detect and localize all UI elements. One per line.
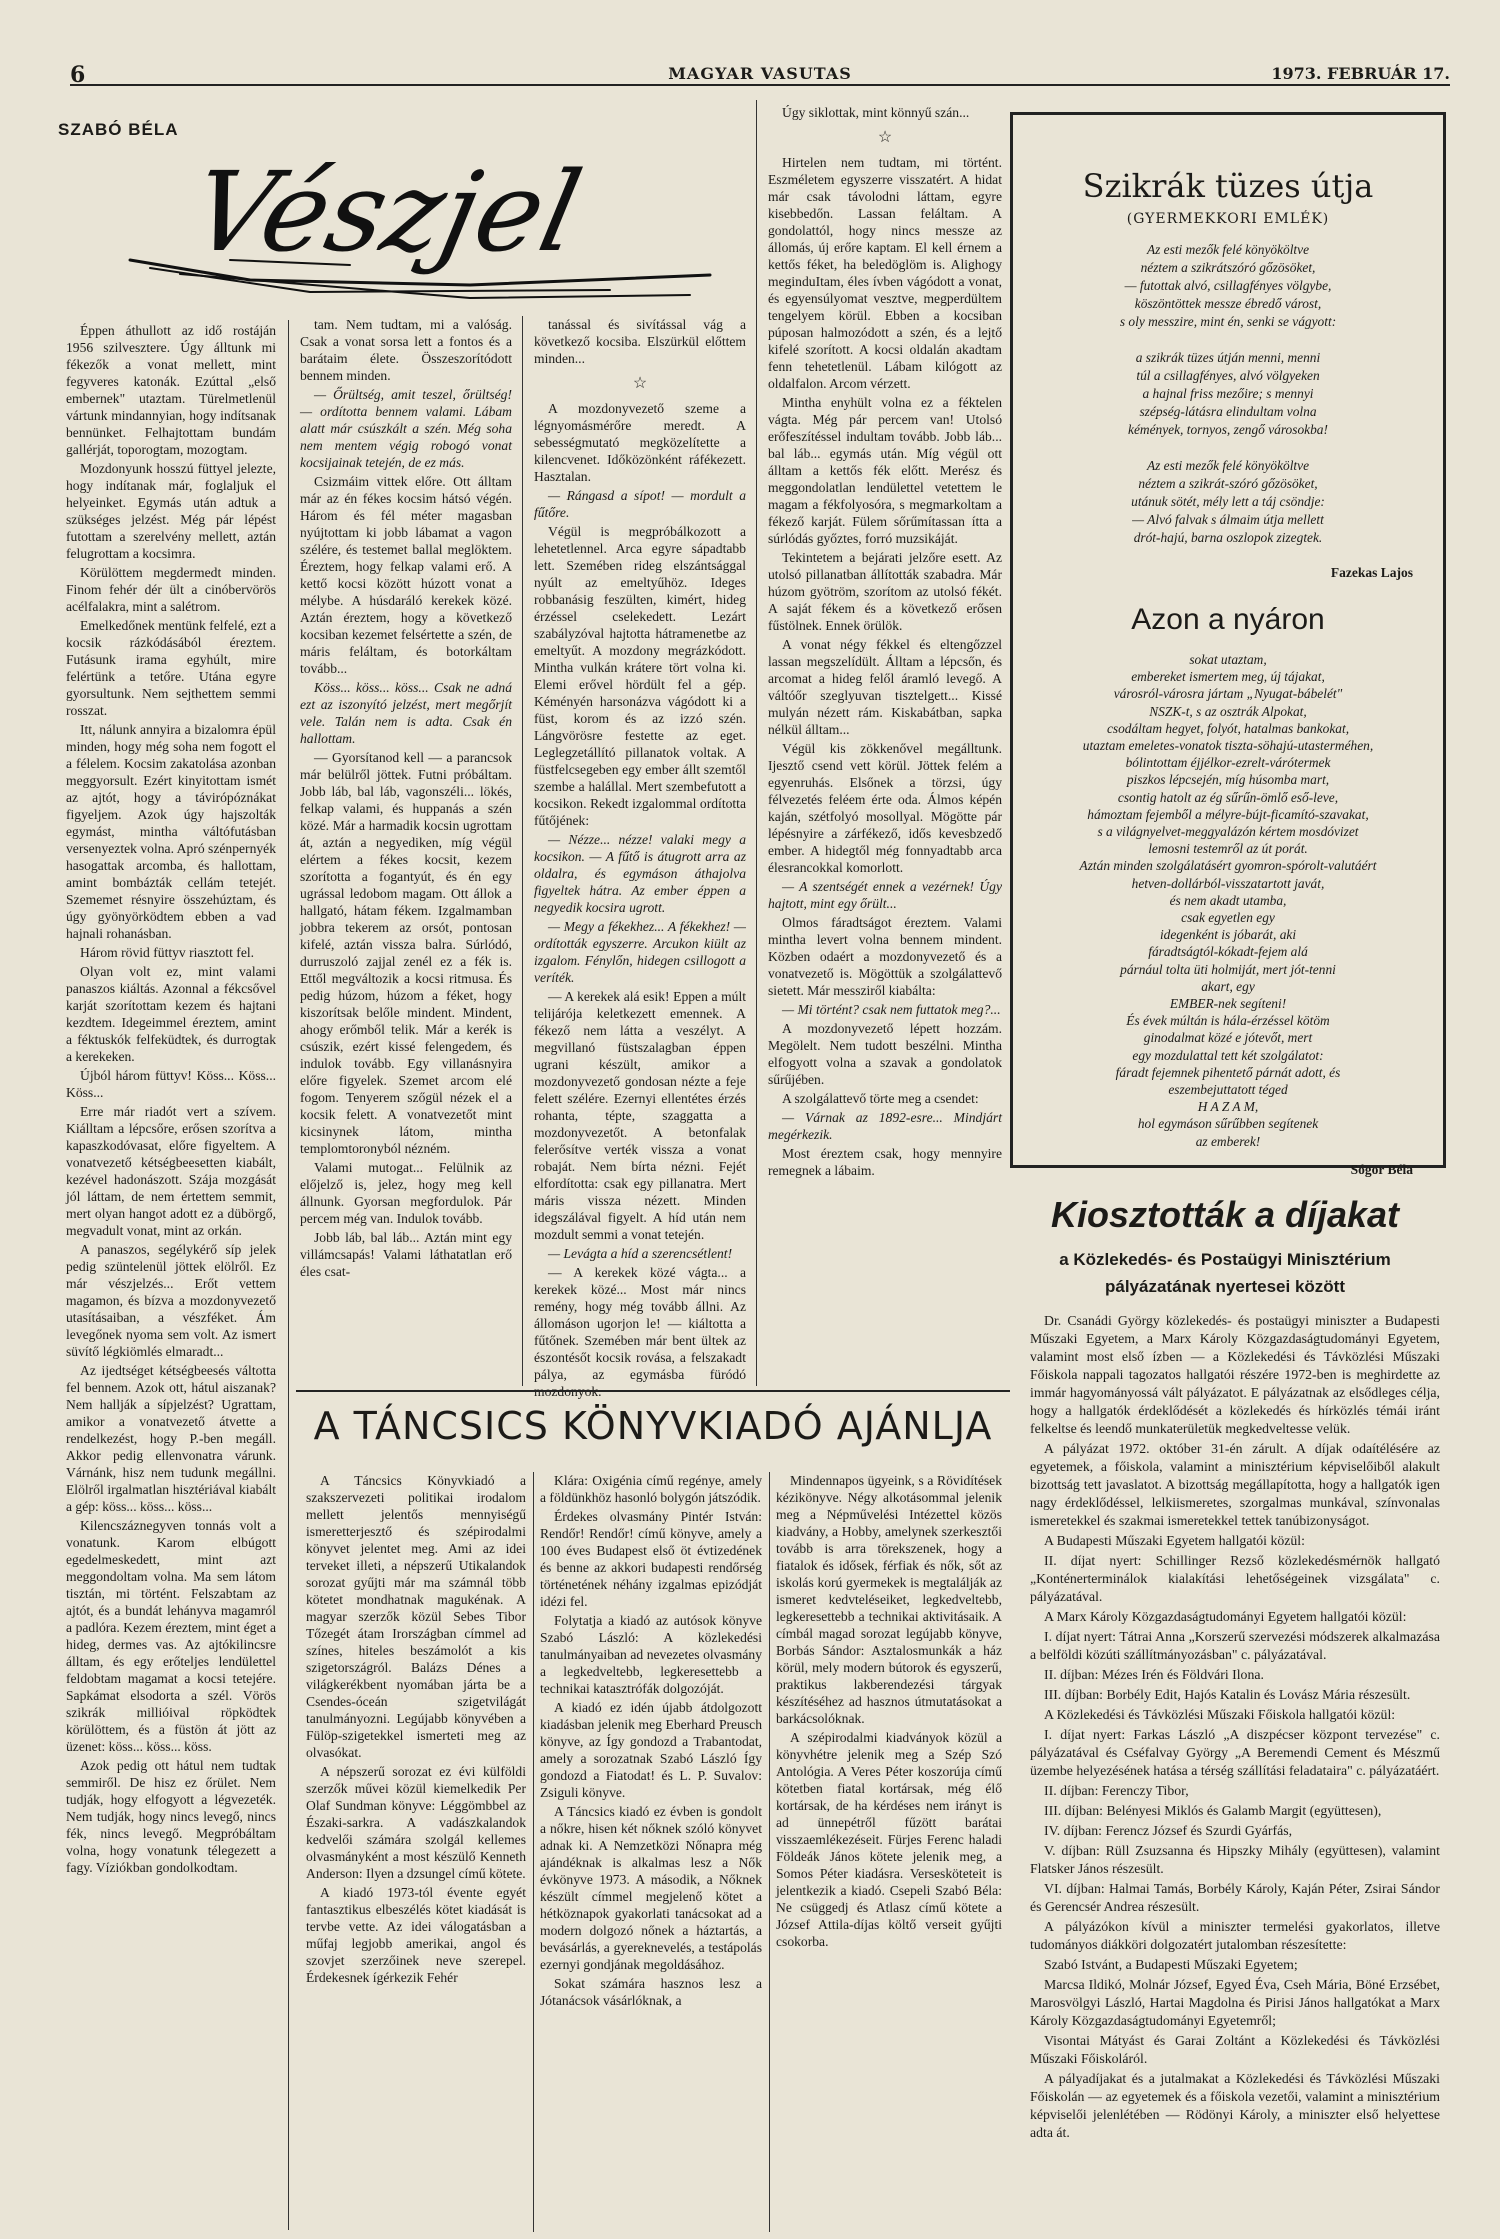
- publisher-paragraph: Mindennapos ügyeink, s a Rövidítések kézikönyve. Négy alkotásommal jelenik meg a Népművelési Intézettel közös kiadvány, a Hobby, amelynek szerkesztői tovább is arra törekszenek, hogy a fiatalok és idősek, férfiak és nők, sőt az iskolás korú gyermekek is megtalálják az ismeret kedvteléseiket, legkedveltebb, legkeresettebb a technikai aktivitásaik. A címbál magad sorozat legújabb könyve, Borbás Sándor: Asztalosmunkák a ház körül, mely modern bútorok és egyszerű, praktikus lakberendezési tárgyak készítéséhez ad hasznos útmutatásokat a barkácsolóknak.: [776, 1473, 1002, 1726]
- story-paragraph: Az ijedtséget kétségbeesés váltotta fel bennem. Azok ott, hátul aiszanak? Nem hallják a sípjelzést? Ugrattam, amikor a vonatvezető átvette a rendelkezést, hogy P.-ben megáll. Akkor pedig ellenvonatra várunk. Várnánk, hisz nem tudunk megállni. Elölről irgalmatlan hisztériával kiabált a gép: köss... köss... köss...: [66, 1363, 276, 1514]
- story-paragraph: Kilencszáznegyven tonnás volt a vonatunk. Karom elbúgott egedelmeskedett, mint azt meggondoltam volna. Ma sem látom tisztán, mi történt. Felszabtam az ajtót, és a bundát lehányva magamról a padlóra. Kezem éreztem, mint éget a hideg, dermes vas. Az ajtókilincsre álltam, és egy erőteljes lendülettel feldobtam magamat a kocsi tetejére. Sapkámat elsodorta a szél. Vörös szikrák millióival röpködtek körülöttem, és a füstön át jött az üzenet: köss... köss... köss.: [66, 1518, 276, 1754]
- awards-paragraph: A pályadíjakat és a jutalmakat a Közlekedési és Távközlési Műszaki Főiskolán — az egyetemek és a főiskola vezetői, valamint a minisztérium képviselői jelenlétében — Rödönyi Károly, a miniszter első helyettese adta át.: [1030, 2071, 1440, 2140]
- story-paragraph: — A szentségét ennek a vezérnek! Úgy hajtott, mint egy őrült...: [768, 879, 1002, 911]
- publisher-paragraph: Klára: Oxigénia című regénye, amely a földünkhöz hasonló bolygón játszódik.: [540, 1473, 762, 1505]
- section-star-icon: ☆: [632, 375, 648, 392]
- awards-paragraph: Dr. Csanádi György közlekedés- és postaügyi miniszter a Budapesti Műszaki Egyetem, a Marx Károly Közgazdaságtudományi Egyetem, valamint most első ízben — a Közlekedési és Távközlési Műszaki Főiskola nappali tagozatos hallgatói részére 1972-ben is meghirdette az immár hagyományossá vált pályázatot. E pályázatnak az elsődleges célja, hogy a hallgatók érdeklődését a közlekedés és hírközlés témái iránt felkeltse és leendő munkaterületük megkedveltesse velük.: [1030, 1313, 1440, 1436]
- story-paragraph: Olmos fáradtságot éreztem. Valami mintha levert volna bennem mindent. Közben odaért a mozdonyvezető és a vonatvezető is. Mögöttük a szolgálattevő sietett. Már messziről kiabálta:: [768, 915, 1002, 998]
- story-paragraph: Most éreztem csak, hogy mennyire remegnek a lábaim.: [768, 1146, 1002, 1178]
- story-paragraph: Körülöttem megdermedt minden. Finom fehér dér ült a cinóbervörös acélfalakra, mint a salétrom.: [66, 565, 276, 614]
- poem2-text: sokat utaztam, embereket ismertem meg, új tájakat, városról-városra jártam „Nyugat-bábelét" NSZK-t, s az osztrák Alpokat, csodáltam hegyet, folyót, hatalmas bankokat, utaztam emeletes-vonatok tiszta-söhajú-utasterméhen, bólintottam éjjélkor-ezrelt-várótermek piszkos lépcsején, míg húsomba mart, csontig hatolt az ég sűrűn-ömlő eső-leve, hámoztam fejemből a mélyre-bújt-ficamító-szavakat, s a világnyelvet-meggyalázón kértem mosdóvizet lemosni testemről az út porát. Aztán minden szolgálatásért gyomron-spórolt-valutáért hetven-dollárból-visszatartott javát, és nem akadt utamba, csak egyetlen egy idegenként is jóbarát, aki fáradtságtól-kókadt-fejem alá párnául tolta üti holmiját, mert jót-tenni akart, egy EMBER-nek segíteni! És évek múltán is hála-érzéssel kötöm ginodalmat közé e jótevőt, mert egy mozdulattal tett két szolgálatot: fáradt fejemnek pihentető párnát adott, és eszembejuttatott téged H A Z A M, hol egymáson sűrűbben segítenek az emberek!: [1079, 652, 1377, 1149]
- poem-box: [1010, 112, 1446, 1177]
- story-paragraph: A mozdonyvezető lépett hozzám. Megölelt. Nem tudott beszélni. Mintha elfogyott volna a szavak a gondolatok sűrűjében.: [768, 1021, 1002, 1087]
- story-paragraph: Tekintetem a bejárati jelzőre esett. Az utolsó pillanatban állították szabadra. Már húzom gyötröm, szorítom az utolsó fékét. A saját fékem és a következő erősen fűstölnek. Ennek örülök.: [768, 550, 1002, 633]
- story-paragraph: Végül is megpróbálkozott a lehetetlennel. Arca egyre sápadtabb lett. Szemében rideg elszántsággal nyúlt az emeltyűhöz. Ideges robbanásig feszülten, kimért, hideg érzéssel cselekedett. Lezárt szabályzóval hajtotta hátramenetbe az emeltyűt. A mozdony megrázkódott. Mintha vulkán krátere tört volna ki. Elemi erővel hördült fel a gép. Kéményén harsonázva vágódott ki a füst, korom és az izzó szén. Lángvörösre festette az eget. Leglegzetállító pillanatok voltak. A füstfelcsegeben egy ember állt szemtől szembe a halállal. Mert szembefutott a kocsikon. Rekedt izgalommal ordította fűtőjének:: [534, 524, 746, 828]
- awards-paragraph: A pályázat 1972. október 31-én zárult. A díjak odaítélésére az egyetemek, a főiskola, valamint a minisztérium képviselőiből alakult bizottság tett javaslatot. A bizottság megállapította, hogy a hallgatók igen nagy érdeklődéssel, lelkiismeretes, szorgalmas munkával, színvonalas ismeretekkel és szakmai ismeretekkel tettek tanúbizonyságot.: [1030, 1441, 1440, 1528]
- poem2-title: Azon a nyáron: [1131, 603, 1325, 636]
- poem-text: Az esti mezők felé könyököltve néztem a szikrátszóró gőzösöket, — futottak alvó, csillagfényes völgybe, köszöntöttek messze ébredő várost, s oly messzire, mint én, senki se vágyott: a szikrák tüzes útján menni, menni túl a csillagfényes, alvó völgyeken a hajnal friss mezőire; s mennyi szépség-látásra elindultam volna kémények, tornyos, zengő városokba! Az esti mezők felé könyököltve néztem a szikrát-szóró gőzösöket, utánuk sötét, mély lett a táj csöndje: — Alvó falvak s álmaim útja mellett drót-hajú, barna oszlopok zizegtek.: [1119, 242, 1337, 545]
- story-paragraph: Köss... köss... köss... Csak ne adná ezt az iszonyító jelzést, mert megőrjít vele. Talán nem is adta. Csak én hallottam.: [300, 680, 512, 746]
- section-star-icon: ☆: [877, 129, 893, 146]
- column-rule: [522, 316, 523, 1386]
- page-header: [70, 62, 1450, 86]
- publisher-column-1: [306, 1472, 526, 2232]
- story-paragraph: Három rövid füttyv riasztott fel.: [80, 945, 255, 960]
- awards-paragraph: V. díjban: Rüll Zsuzsanna és Hipszky Mihály (együttesen), valamint Flatsker János részesült.: [1030, 1843, 1440, 1876]
- story-paragraph: Jobb láb, bal láb... Aztán mint egy villámcsapás! Valami láthatatlan erő éles csat-: [300, 1230, 512, 1279]
- publisher-paragraph: A Táncsics kiadó ez évben is gondolt a nőkre, hisen két nőknek szóló könyvet adnak ki. A Nemzetközi Nőnapra még ajándéknak is alkalmas lesz a Nők évkönyve 1973. A második, a Nőknek készült címmel megjelenő kötet a hétköznapok gyakorlati tanácsokat ad a modern dolgozó nőnek a háztartás, a bevásárlás, a gyereknevelés, a testápolás ezernyi gondjának megoldásához.: [540, 1804, 762, 1972]
- column-rule: [756, 100, 757, 1386]
- publisher-paragraph: A kiadó ez idén újabb átdolgozott kiadásban jelenik meg Eberhard Preusch könyve, az Így gondozd a Trabantodat, amely a sorozatnak Szabó László Így gondozd a Fiatodat! és L. P. Suvalov: Zsiguli könyve.: [540, 1700, 762, 1800]
- awards-paragraph: A Budapesti Műszaki Egyetem hallgatói közül:: [1044, 1533, 1305, 1548]
- section-rule: [296, 1390, 1010, 1392]
- awards-paragraph: A pályázókon kívül a miniszter termelési gyakorlatos, illetve tudományos diákköri dolgozatért jutalomban részesítette:: [1030, 1919, 1440, 1952]
- publisher-paragraph: Érdekes olvasmány Pintér István: Rendőr! Rendőr! című könyve, amely a 100 éves Budapest első öt évtizedének és benne az akkori budapesti rendőrség történetének néhány izgalmas epizódját idézi fel.: [540, 1509, 762, 1609]
- awards-paragraph: III. díjban: Belényesi Miklós és Galamb Margit (együttesen),: [1044, 1803, 1382, 1818]
- story-paragraph: — Gyorsítanod kell — a parancsok már belülről jöttek. Futni próbáltam. Jobb láb, bal láb, vagonszéli... lökés, felkap valami, és huppanás a szén közé. Már a harmadik kocsin ugrottam át, aztán a negyediken, míg végül elértem a fékes kocsit, kezem szorította a fogantyút, és én egy ugrással ledobom magam. Ott állok a hallgató, hátam fékem. Izgalmamban jobbra tekerem az orsót, pontosan kifelé, aztán vissza balra. Súrlódó, durruszoló zajjal zenél ez a fék is. Ettől megváltozik a kocsi ritmusa. És pedig húzom, húzom a féket, hogy kiszorítsak belőle mindent. Mindent, ahogy erőmből telik. Már a kerék is csúszik, ezért kissé felengedem, és indulok tovább. Egy villanásnyira előre figyelek. Szemet arcom elé fogom. Tenyerem szőgül nézek el a kocsik felett. A vonatvezetőt mint kicsinynek látom, mintha templomtoronyból nézném.: [300, 750, 512, 1156]
- story-paragraph: Hirtelen nem tudtam, mi történt. Eszméletem egyszerre visszatért. A hidat már csak távolodni láttam, egyre kisebbedőn. Lassan feláltam. A gondolattól, hogy nincs messze az állomás, új erőre kaptam. El kell érnem a kettős féket, ha beledöglöm is. Alighogy meginduItam, éles ívben vágódott a vonat, és egyensúlyomat vesztve, megperdültem tengelyem körül. Ebben a kocsiban púposan halmozódott a szén, és a lejtő kifelé szorított. A kocsi oldalán akadtam fenn tehetetlenül. Lábam kilógott az oldalfalon. Arcom vérzett.: [768, 155, 1002, 391]
- story-paragraph: Újból három füttyv! Köss... Köss... Köss...: [66, 1068, 276, 1100]
- story-paragraph: — Őrültség, amit teszel, őrültség! — ordította bennem valami. Lábam alatt már csúszkált a szén. Még soha nem mentem végig robogó vonat kocsijainak tetején, de ez más.: [300, 387, 512, 470]
- story-paragraph: A panaszos, segélykérő síp jelek pedig szüntelenül jöttek elölről. Ez már vészjelzés... Erőt vettem magamon, és bízva a mozdonyvezető utasításaiban, a vészféket. Ám levegőnek nyoma sem volt. Az ismert süvítő légkiömlés elmaradt...: [66, 1242, 276, 1359]
- awards-subtitle-line-1: a Közlekedés- és Postaügyi Minisztérium: [1059, 1250, 1391, 1269]
- story-paragraph: Erre már riadót vert a szívem. Kiálltam a lépcsőre, erősen szorítva a kapaszkodóvasat, előre figyeltem. A vonatvezető kétségbeesetten kiabált, kezével hadonászott. Szája mozgását jól láttam, de nem értettem semmit, mert olyan hangot adott ez a dübörgő, megvadult vonat, mint az orkán.: [66, 1104, 276, 1238]
- awards-paragraph: I. díjat nyert: Tátrai Anna „Korszerű szervezési módszerek alkalmazása a belföldi közúti szállítmányozásban" c. pályázatával.: [1030, 1629, 1440, 1662]
- awards-paragraph: A Marx Károly Közgazdaságtudományi Egyetem hallgatói közül:: [1044, 1609, 1407, 1624]
- page-number: 6: [70, 62, 86, 88]
- newspaper-name: MAGYAR VASUTAS: [668, 64, 852, 83]
- story-paragraph: A szolgálattevő törte meg a csendet:: [782, 1091, 979, 1106]
- awards-paragraph: III. díjban: Borbély Edit, Hajós Katalin és Lovász Mária részesült.: [1044, 1687, 1411, 1702]
- story-column-4: [768, 104, 1002, 1386]
- awards-title: Kiosztották a díjakat: [1050, 1194, 1400, 1235]
- story-title-logo: [110, 140, 730, 310]
- story-paragraph: A vonat négy fékkel és eltengőzzel lassan megszelídült. Álltam a lépcsőn, és arcomat a hideg felől áramló levegő. A váltóőr szeglyuvan tisztelgett... Kissé mulyán nézett rám. Kiskabátban, sapka nélkül álltam...: [768, 637, 1002, 737]
- poem-title: Szikrák tüzes útja: [1082, 167, 1374, 205]
- story-paragraph: Emelkedőnek mentünk felfelé, ezt a kocsik rázkódásából éreztem. Futásunk irama egyhúlt, mire felértünk a tetőre. Utána egyre gyorsultunk. Nem sejthettem semmi rosszat.: [66, 618, 276, 718]
- story-paragraph: — Levágta a híd a szerencsétlent!: [548, 1246, 733, 1261]
- publisher-paragraph: Folytatja a kiadó az autósok könyve Szabó László: A közlekedési tanulmányaiban ad nevezetes olvasmány a legkedveltebb, legkeresettebb a technikai katasztrófák dolgozóját.: [540, 1613, 762, 1696]
- story-paragraph: — Mi történt? csak nem futtatok meg?...: [782, 1002, 1001, 1017]
- story-paragraph: Csizmáim vittek előre. Ott álltam már az én fékes kocsim hátsó végén. Három és fél méter magasban nyújtottam ki jobb lábamat a vagon szélére, és testemet ballal meglöktem. Éreztem, hogy felkap valami erő. A kettő kocsi között húzott vonat a mélybe. A húsdaráló kerekek közé. Aztán éreztem, hogy a következő kocsiban kezemet felsértette a szén, de máris feláltam, és botorkáltam tovább...: [300, 474, 512, 676]
- awards-paragraph: II. díjban: Ferenczy Tibor,: [1044, 1783, 1189, 1798]
- story-paragraph: — A kerekek alá esik! Eppen a múlt telijárója keletkezett emennek. A fékező nem látta a veszélyt. A megvillanó füstszalagban éppen ugrani készült, amikor a mozdonyvezető gondosan nézte a feje felett szélére. Ezernyi ellentétes érzés rohanta, tépte, szaggatta a mozdonyvezetőt. A betonfalak felerősítve verték vissza a vonat robaját. Nem bírta nézni. Fejét elfordította: csak egy pillanatra. Mert máris vissza nézett. Minden idegszálával figyelt. A híd után nem mozdult semmi a vonat tetején.: [534, 989, 746, 1242]
- awards-paragraph: II. díjban: Mézes Irén és Földvári Ilona.: [1044, 1667, 1264, 1682]
- awards-paragraph: IV. díjban: Ferencz József és Szurdi Gyárfás,: [1044, 1823, 1293, 1838]
- issue-date: 1973. FEBRUÁR 17.: [1271, 64, 1450, 83]
- awards-paragraph: Marcsa Ildikó, Molnár József, Egyed Éva, Cseh Mária, Böné Erzsébet, Marosvölgyi László, Hartai Magdolna és Pirisi János hallgatókat a Marx Károly Közgazdaságtudományi Egyetemről;: [1030, 1977, 1440, 2028]
- story-paragraph: — Rángasd a sípot! — mordult a fűtőre.: [534, 488, 746, 520]
- story-column-1: [66, 322, 276, 2232]
- column-rule: [769, 1472, 770, 2232]
- publisher-title: A TÁNCSICS KÖNYVKIADÓ AJÁNLJA: [313, 1404, 993, 1448]
- story-paragraph: Mintha enyhült volna ez a féktelen vágta. Még pár percem van! Utolsó erőfeszítéssel indultam tovább. Jobb láb... bal láb... egymás után. Míg végül ott álltam a kettős fék előtt. Merész és meggondolatlan lendülettel vetettem le magam a fékfolyosóra, s megmarkoltam a fékező karját. Fülem sőrűmítassan ítta a súrlódás győztes, forró muzsikáját.: [768, 395, 1002, 546]
- awards-paragraph: VI. díjban: Halmai Tamás, Borbély Károly, Kaján Péter, Zsirai Sándor és Gerencsér Andrea részesült.: [1030, 1881, 1440, 1914]
- story-paragraph: A mozdonyvezető szeme a légnyomásmérőre meredt. A sebességmutató megközelítette a kilencvenet. Időközönként ráfékezett. Hasztalan.: [534, 401, 746, 484]
- story-column-2: [300, 316, 512, 1386]
- awards-paragraph: Szabó Istvánt, a Budapesti Műszaki Egyetem;: [1044, 1957, 1298, 1972]
- story-paragraph: Valami mutogat... Felülnik az előjelző is, jelez, hogy meg kell állnunk. Gyorsan megfordulok. Pár percem még van. Indulok tovább.: [300, 1160, 512, 1226]
- publisher-column-3: [776, 1472, 1002, 2232]
- story-column-3: [534, 316, 746, 1386]
- awards-article: [1030, 1312, 1440, 2220]
- story-paragraph: Mozdonyunk hosszú füttyel jelezte, hogy indítanak már, foglaljuk el helyeinket. Egymás után adtuk a szükséges jelzést. Még pár lépést futottam a szerelvény mellett, aztán felugrottam a kocsimra.: [66, 461, 276, 561]
- story-paragraph: Éppen áthullott az idő rostáján 1956 szilvesztere. Úgy álltunk mi fékezők a vonat mellett, mint fegyveres katonák. Ezúttal „első embernek" utaztam. Türelmetlenül vártunk mindannyian, hogy indítsanak bennünket. Felhajtottam bundám gallérját, toporogtam, mozogtam.: [66, 323, 276, 457]
- story-paragraph: — Nézze... nézze! valaki megy a kocsikon. — A fűtő is átugrott arra az oldalra, és egymáson áthajolva figyeltek hátra. Az ember éppen a negyedik kocsira ugrott.: [534, 832, 746, 915]
- publisher-paragraph: A népszerű sorozat ez évi külföldi szerzők művei közül kiemelkedik Per Olaf Sundman könyve: Léggömbbel az Északi-sarkra. A vadászkalandok kedvelői számára szolgál kellemes olvasmányként a most készülő Kenneth Anderson: Ilyen a dzsungel című kötete.: [306, 1764, 526, 1881]
- awards-paragraph: Visontai Mátyást és Garai Zoltánt a Közlekedési és Távközlési Műszaki Főiskoláról.: [1030, 2033, 1440, 2066]
- story-paragraph: tanással és sivítással vág a következő kocsiba. Elszürkül előttem minden...: [534, 317, 746, 366]
- awards-subtitle-line-2: pályázatának nyertesei között: [1105, 1277, 1345, 1296]
- story-paragraph: — Várnak az 1892-esre... Mindjárt megérkezik.: [768, 1110, 1002, 1142]
- story-paragraph: Itt, nálunk annyira a bizalomra épül minden, hogy még soha nem fogott el a félelem. Kocsim zakatolása azonban meggyorsult. Ezért kinyitottam ismét az ajtót, hogy a távirópóznákat figyeljem. Azok úgy hajszolták egymást, mintha váltófutásban versenyeztek volna. Apró szénpernyék hasogattak arcomba, és hallottam, amint bombázták cellám tetejét. Szememet résnyire összehúztam, és úgy gyönyörködtem ebben a vad hajnali rohanásban.: [66, 722, 276, 941]
- story-title: Vészjel: [180, 149, 592, 277]
- poem-subtitle: (GYERMEKKORI EMLÉK): [1126, 211, 1330, 227]
- story-paragraph: Úgy siklottak, mint könnyű szán...: [782, 105, 970, 120]
- column-rule: [533, 1472, 534, 2232]
- awards-paragraph: II. díjat nyert: Schillinger Rezső közlekedésmérnök hallgató „Konténerterminálok kialakítási lehetőségeinek vizsgálata" c. pályázatával.: [1030, 1553, 1440, 1604]
- story-paragraph: Olyan volt ez, mint valami panaszos kiáltás. Azonnal a fékcsővel karját szorítottam kezem és hajtani kezdtem. Idegeimmel éreztem, amint a féktuskók felfeküdtek, és durrogtak a kerekeken.: [66, 964, 276, 1064]
- awards-paragraph: I. díjat nyert: Farkas László „A diszpécser központ tervezése" c. pályázatával és Cséfalvay György „A Beremendi Cement és Mészmű üzembe helyezésének hatása a térség szállítási feladataira" c. pályázatáért.: [1030, 1727, 1440, 1778]
- publisher-paragraph: Sokat számára hasznos lesz a Jótanácsok vásárlóknak, a: [540, 1976, 762, 2008]
- story-author: SZABÓ BÉLA: [58, 120, 179, 139]
- publisher-paragraph: A kiadó 1973-tól évente egyét fantasztikus elbeszélés kötet kiadását is tervbe vette. Az idei válogatásban a műfaj legjobb amerikai, angol és szovjet szerzőinek neve szerepel. Érdekesnek ígérkezik Fehér: [306, 1885, 526, 1985]
- story-paragraph: — A kerekek közé vágta... a kerekek közé... Most már nincs remény, hogy még tovább állni. Az állomáson ugorjon le! — kiáltotta a fűtőnek. Szemében már bent ültek az észontésőt kocsik rovása, a felszakadt pálya, az egymásba füródó: [534, 1265, 746, 1382]
- poem2-author: Sógor Béla: [1350, 1161, 1413, 1177]
- story-paragraph: — Megy a fékekhez... A fékekhez! — ordították egyszerre. Arcukon kiült az izgalom. Fénylőn, hidegen csillogott a veríték.: [534, 919, 746, 985]
- column-rule: [288, 320, 289, 2230]
- awards-paragraph: A Közlekedési és Távközlési Műszaki Főiskola hallgatói közül:: [1044, 1707, 1396, 1722]
- awards-subtitle: [1010, 1246, 1440, 1300]
- publisher-column-2: [540, 1472, 762, 2232]
- poem-author: Fazekas Lajos: [1330, 565, 1413, 580]
- story-paragraph: Végül kis zökkenővel megálltunk. Ijesztő csend vett körül. Jöttek felém a egyenruhás. Elsőnek a törzsi, úgy félvezetés feléem érte oda. Álmos képén kaján, szétfolyó mosollyal. Mögötte pár lépésnyire a zárfékező, idős kevesbzedő ember. A hidegtől még fonnyadtabb arca élesrancokkal komorlott.: [768, 741, 1002, 875]
- story-paragraph: tam. Nem tudtam, mi a valóság. Csak a vonat sorsa lett a fontos és a barátaim élete. Összeszorítódott bennem minden.: [300, 317, 512, 383]
- story-paragraph: Azok pedig ott hátul nem tudtak semmiről. De hisz ez őrület. Nem tudják, hogy elfogyott a légvezeték. Nem tudják, hogy nincs levegő, nincs fék, nincs levegő. Megpróbáltam volna, hogy vonatunk télegezett a fagy. Víziókban gondolkodtam.: [66, 1758, 276, 1875]
- publisher-paragraph: A szépirodalmi kiadványok közül a könyvhétre jelenik meg a Szép Szó Antológia. A Veres Péter koszorúja című kötetben fiatal kortársak, még élő kortársak, de ha kérdéses nem irányt is ad ünnepétről fűzött barátai visszaemlékezéseit. Fürjes Ferenc haladi Földeák János kötete jelenik meg, a Somos Péter kiadásra. Versesköteteit is jelentkezik a kiadó. Csepeli Szabó Béla: Ne csüggedj és Atlasz című kötete a József Attila-díjas költő verseit gyűjti csokorba.: [776, 1730, 1002, 1949]
- publisher-paragraph: A Táncsics Könyvkiadó a szakszervezeti politikai irodalom mellett jelentős mennyiségű ismeretterjesztő és szépirodalmi könyvet jelentet meg. Ami az idei terveket illeti, a népszerű Utikalandok sorozat gyűjti már ma számnál több kötetet mondhatnak magukénak. A magyar szerzők közül Sebes Tibor Tőzegét átam Irországban címmel ad színes, hiteles beszámolót a kis szigetországról. Balázs Dénes a világkerékbent nyomában járta be a Csendes-óceán szigetvilágát tanulmányozni. Legújabb könyvében a Fülöp-szigetekkel ismerteti meg az olvasókat.: [306, 1473, 526, 1760]
